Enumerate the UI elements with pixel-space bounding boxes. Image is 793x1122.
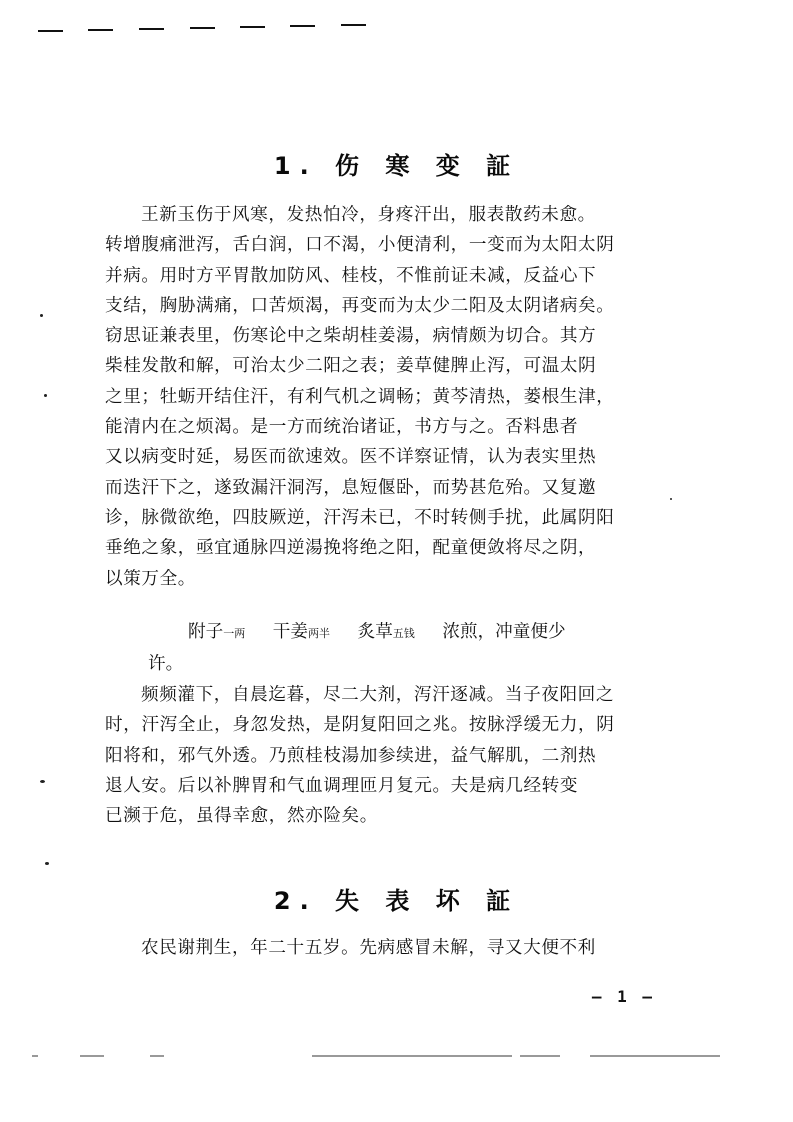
scan-speck bbox=[670, 498, 672, 500]
page-number: — 1 — bbox=[591, 987, 655, 1006]
text-line: 并病。用时方平胃散加防风、桂枝，不惟前证未减，反益心下 bbox=[105, 265, 597, 286]
text-line: 柴桂发散和解，可治太少二阳之表；姜草健脾止泻，可温太阴 bbox=[105, 356, 597, 377]
dash-mark bbox=[38, 30, 63, 32]
herb-dose: 一两 bbox=[223, 627, 246, 640]
section-heading-1: 1. 伤 寒 变 証 bbox=[273, 152, 520, 180]
text-line: 阳将和，邪气外透。乃煎桂枝湯加参续进，益气解肌，二剂热 bbox=[105, 745, 597, 766]
text-line: 以策万全。 bbox=[105, 568, 196, 589]
herb-name: 附子 bbox=[188, 622, 224, 642]
dash-mark bbox=[341, 24, 366, 26]
case-paragraph-2 bbox=[105, 933, 675, 963]
herb-name: 炙草 bbox=[357, 622, 393, 642]
prescription-instruction: 浓煎，冲童便少 bbox=[442, 622, 566, 642]
scan-noise bbox=[520, 1055, 560, 1057]
dash-mark bbox=[190, 27, 215, 29]
herb-dose: 两半 bbox=[308, 627, 330, 640]
text-line: 诊，脉微欲绝，四肢厥逆，汗泻未已，不时转侧手扰，此属阴阳 bbox=[105, 507, 615, 528]
text-line: 时，汗泻全止，身忽发热，是阴复阳回之兆。按脉浮缓无力，阴 bbox=[105, 715, 615, 736]
prescription bbox=[188, 618, 566, 643]
dash-mark bbox=[88, 29, 113, 31]
top-dashed-rule bbox=[38, 22, 368, 34]
scan-noise bbox=[312, 1055, 512, 1057]
text-line: 之里；牡蛎开结住汗，有利气机之调畅；黄芩清热，蒌根生津， bbox=[105, 386, 615, 407]
followup-paragraph bbox=[105, 680, 675, 831]
text-line: 窃思证兼表里，伤寒论中之柴胡桂姜湯，病情颇为切合。其方 bbox=[105, 326, 597, 347]
text-line: 转增腹痛泄泻，舌白润，口不渴，小便清利，一变而为太阳太阴 bbox=[105, 235, 615, 256]
herb-name: 干姜 bbox=[272, 622, 308, 642]
scan-speck bbox=[44, 394, 47, 397]
scan-speck bbox=[40, 314, 43, 317]
scan-noise bbox=[590, 1055, 720, 1057]
dash-mark bbox=[290, 25, 315, 27]
text-line: 而迭汗下之，遂致漏汗洞泻，息短偃卧，而势甚危殆。又复邀 bbox=[105, 477, 597, 498]
scan-noise bbox=[150, 1055, 164, 1057]
text-line: 农民谢荆生，年二十五岁。先病感冒未解，寻又大便不利 bbox=[141, 938, 596, 958]
text-line: 王新玉伤于风寒，发热怕冷，身疼汗出，服表散药未愈。 bbox=[141, 205, 596, 225]
herb-dose: 五钱 bbox=[392, 627, 415, 640]
prescription-continuation: 许。 bbox=[148, 654, 184, 674]
text-line: 已濒于危，虽得幸愈，然亦险矣。 bbox=[105, 806, 378, 827]
text-line: 频频灌下，自晨迄暮，尽二大剂，泻汗逐减。当子夜阳回之 bbox=[141, 685, 615, 705]
scan-noise bbox=[32, 1055, 38, 1057]
scan-speck bbox=[40, 780, 45, 783]
text-line: 能清内在之烦渴。是一方而统治诸证，书方与之。否料患者 bbox=[105, 417, 579, 438]
text-line: 支结，胸胁满痛，口苦烦渴，再变而为太少二阳及太阴诸病矣。 bbox=[105, 295, 615, 316]
text-line: 垂绝之象，亟宜通脉四逆湯挽将绝之阳，配童便敛将尽之阴， bbox=[105, 538, 597, 559]
case-paragraph-1 bbox=[105, 200, 675, 594]
section-heading-2: 2. 失 表 坏 証 bbox=[273, 887, 520, 915]
dash-mark bbox=[139, 28, 164, 30]
scan-noise bbox=[80, 1055, 104, 1057]
scan-speck bbox=[45, 862, 49, 865]
text-line: 退人安。后以补脾胃和气血调理匝月复元。夫是病几经转变 bbox=[105, 775, 579, 796]
dash-mark bbox=[240, 26, 265, 28]
text-line: 又以病变时延，易医而欲速效。医不详察证情，认为表实里热 bbox=[105, 447, 597, 468]
